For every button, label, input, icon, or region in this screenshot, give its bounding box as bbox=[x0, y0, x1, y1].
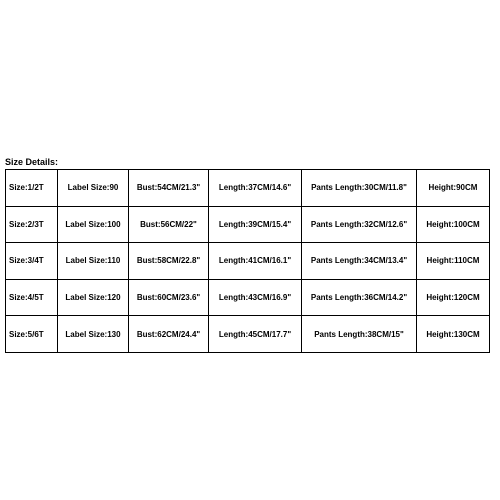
bust-cell: Bust:56CM/22" bbox=[129, 206, 209, 243]
size-cell: Size:1/2T bbox=[6, 170, 58, 207]
label-size-cell: Label Size:90 bbox=[58, 170, 129, 207]
table-row bbox=[6, 279, 490, 316]
height-cell: Height:120CM bbox=[417, 279, 490, 316]
length-cell: Length:39CM/15.4" bbox=[209, 206, 302, 243]
length-cell: Length:43CM/16.9" bbox=[209, 279, 302, 316]
height-cell: Height:110CM bbox=[417, 243, 490, 280]
bust-cell: Bust:60CM/23.6" bbox=[129, 279, 209, 316]
height-cell: Height:130CM bbox=[417, 316, 490, 353]
length-cell: Length:41CM/16.1" bbox=[209, 243, 302, 280]
bust-cell: Bust:62CM/24.4" bbox=[129, 316, 209, 353]
size-cell: Size:3/4T bbox=[6, 243, 58, 280]
table-row bbox=[6, 170, 490, 207]
size-cell: Size:5/6T bbox=[6, 316, 58, 353]
label-size-cell: Label Size:100 bbox=[58, 206, 129, 243]
height-cell: Height:90CM bbox=[417, 170, 490, 207]
size-details-heading: Size Details: bbox=[5, 157, 59, 167]
pants-length-cell: Pants Length:36CM/14.2" bbox=[302, 279, 417, 316]
height-cell: Height:100CM bbox=[417, 206, 490, 243]
pants-length-cell: Pants Length:38CM/15" bbox=[302, 316, 417, 353]
pants-length-cell: Pants Length:30CM/11.8" bbox=[302, 170, 417, 207]
label-size-cell: Label Size:120 bbox=[58, 279, 129, 316]
pants-length-cell: Pants Length:32CM/12.6" bbox=[302, 206, 417, 243]
length-cell: Length:37CM/14.6" bbox=[209, 170, 302, 207]
pants-length-cell: Pants Length:34CM/13.4" bbox=[302, 243, 417, 280]
label-size-cell: Label Size:130 bbox=[58, 316, 129, 353]
table-row bbox=[6, 243, 490, 280]
bust-cell: Bust:58CM/22.8" bbox=[129, 243, 209, 280]
table-row bbox=[6, 206, 490, 243]
table-row bbox=[6, 316, 490, 353]
size-cell: Size:2/3T bbox=[6, 206, 58, 243]
length-cell: Length:45CM/17.7" bbox=[209, 316, 302, 353]
size-table bbox=[5, 169, 490, 353]
bust-cell: Bust:54CM/21.3" bbox=[129, 170, 209, 207]
size-cell: Size:4/5T bbox=[6, 279, 58, 316]
label-size-cell: Label Size:110 bbox=[58, 243, 129, 280]
